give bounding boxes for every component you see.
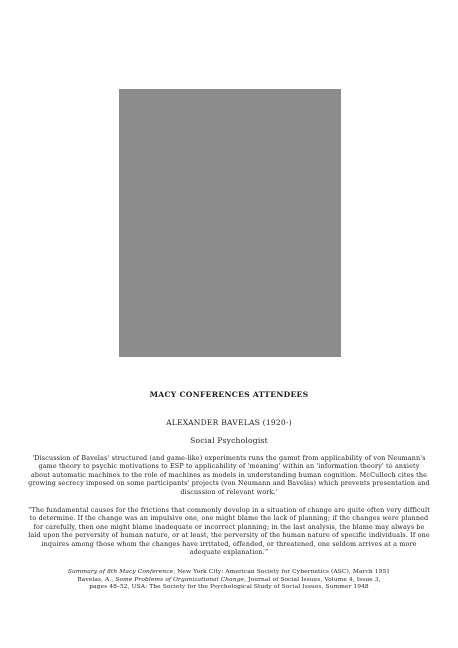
citation-line-3: pages 48–52, USA: The Society for the Psychological Study of Social Issues, Summer 1948 — [89, 584, 369, 591]
person-role: Social Psychologist — [190, 436, 268, 445]
section-title: MACY CONFERENCES ATTENDEES — [149, 390, 309, 399]
person-name: ALEXANDER BAVELAS (1920-) — [166, 418, 292, 427]
portrait-photo — [119, 89, 341, 357]
citation-line-1 — [28, 569, 430, 577]
citation-2-start: Bavelas, A., — [77, 576, 116, 583]
quote-paragraph: “The fundamental causes for the frictions that commonly develop in a situation of change are quite often very difficult to determine. If the change was an impulsive one, one might blame the lack of planning; if the changes were planned for carefully, then one might blame inadequate or incorrect planning; in the last analysis, the blame may always be laid upon the perversity of human nature, or at least, the perversity of the human nature of specific individuals. If one inquires among those whom the changes have irritated, offended, or threatened, one seldom arrives at a more adequate explanation.” — [28, 506, 430, 557]
description-paragraph: 'Discussion of Bavelas' structured (and game-like) experiments runs the gamut from applicability of von Neumann's game theory to psychic motivations to ESP to applicability of 'meaning' within an 'information theory' to anxiety about automatic machines to the role of machines as models in understanding human cognition. McCulloch cites the growing secrecy imposed on some participants' projects (von Neumann and Bavelas) which prevents presentation and discussion of relevant work.' — [28, 454, 430, 496]
citation-1-rest: , New York City: American Society for Cybernetics (ASC), March 1951 — [173, 569, 391, 575]
citations — [28, 569, 430, 592]
citation-1-title: Summary of 8th Macy Conference — [67, 569, 174, 575]
citation-2-title: Some Problems of Organizational Change — [115, 576, 245, 583]
citation-line-2 — [28, 577, 430, 585]
citation-2-rest: , Journal of Social Issues, Volume 4, Issue 3, — [244, 576, 381, 583]
